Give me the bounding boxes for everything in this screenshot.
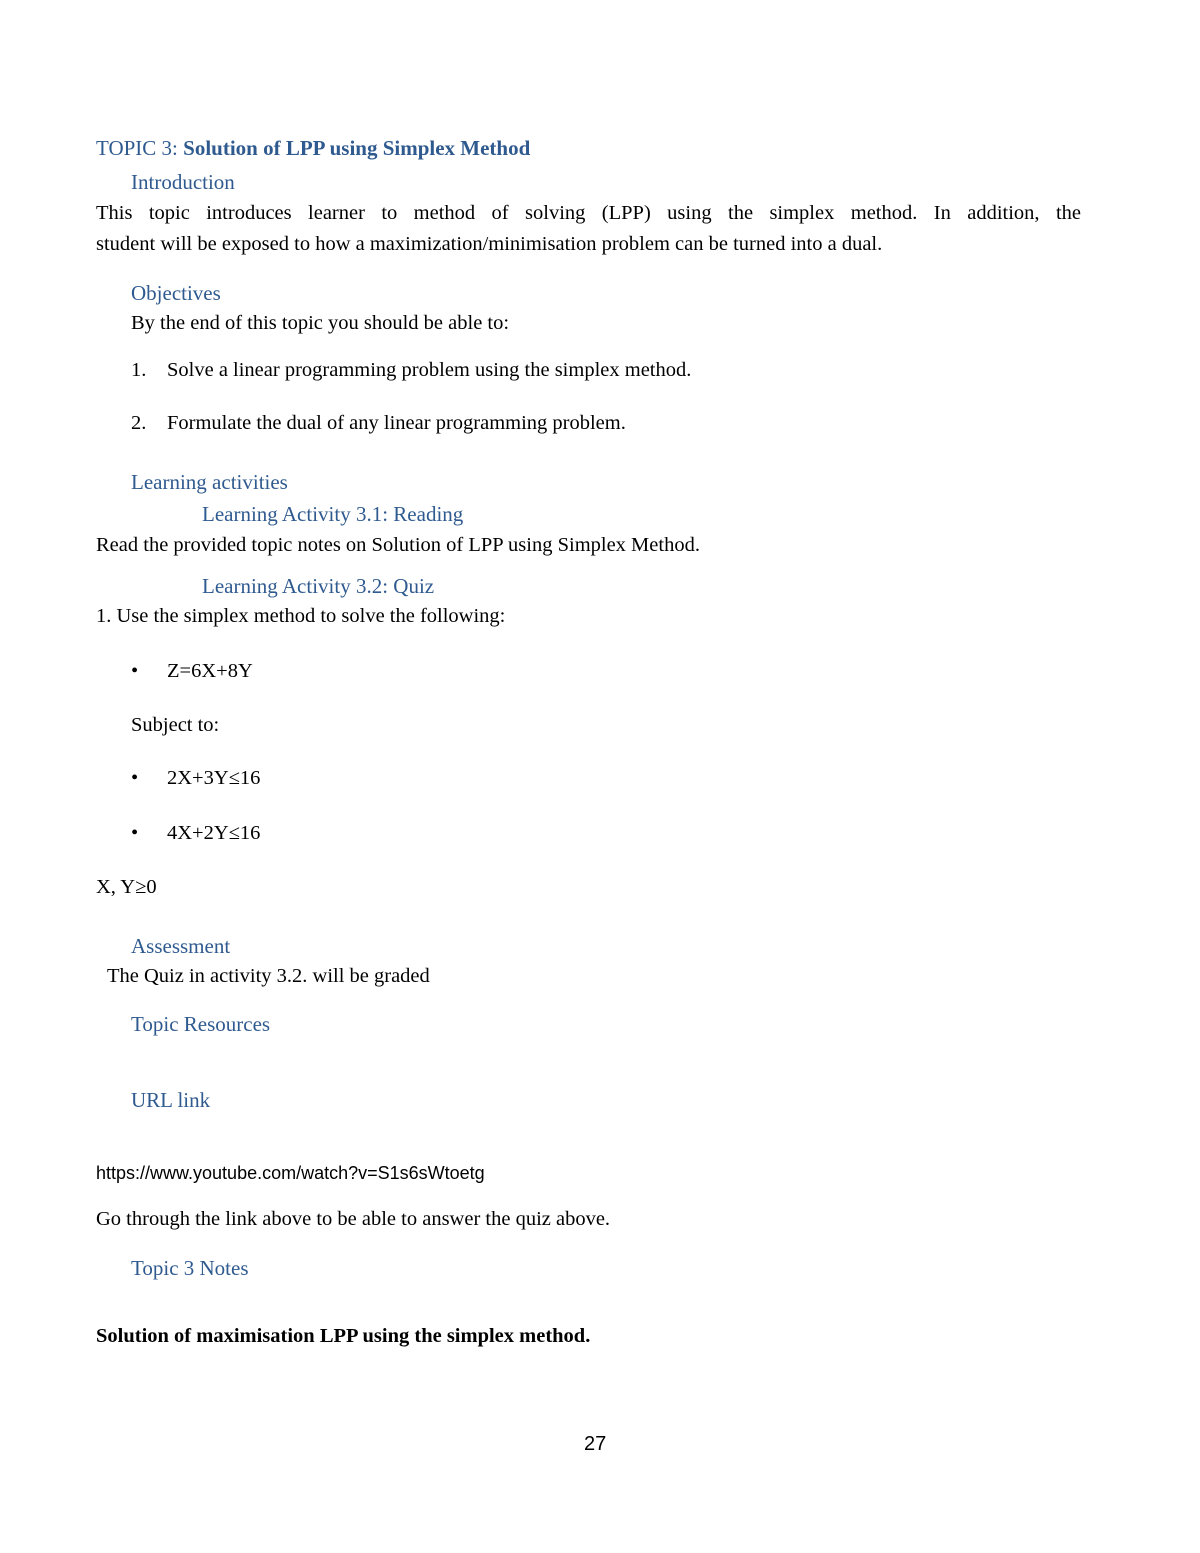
url-link-heading: URL link: [131, 1088, 211, 1112]
objective-number: 1.: [131, 359, 147, 381]
objective-number: 2.: [131, 412, 147, 434]
topic-prefix: TOPIC 3:: [96, 136, 184, 160]
introduction-line-1: This topic introduces learner to method of solving (LPP) using the simplex method. In addition, the: [96, 202, 1081, 224]
objective-item-2: [131, 412, 626, 435]
activity-3-2-heading: Learning Activity 3.2: Quiz: [202, 574, 435, 598]
objective-function: [131, 660, 253, 683]
topic-notes-heading: Topic 3 Notes: [131, 1256, 249, 1280]
assessment-text: The Quiz in activity 3.2. will be graded: [107, 965, 430, 987]
objective-function-text: Z=6X+8Y: [167, 660, 253, 682]
topic-resources-heading: Topic Resources: [131, 1012, 271, 1036]
youtube-link[interactable]: https://www.youtube.com/watch?v=S1s6sWtoetg: [96, 1163, 485, 1183]
bullet-icon: •: [131, 767, 139, 789]
page-number: 27: [584, 1433, 607, 1455]
non-negativity: X, Y≥0: [96, 876, 157, 898]
introduction-line-2: student will be exposed to how a maximization/minimisation problem can be turned into a dual.: [96, 233, 883, 255]
activity-3-1-text: Read the provided topic notes on Solution of LPP using Simplex Method.: [96, 534, 700, 556]
introduction-heading: Introduction: [131, 170, 235, 194]
constraint-text: 4X+2Y≤16: [167, 822, 261, 844]
assessment-heading: Assessment: [131, 934, 231, 958]
bullet-icon: •: [131, 660, 139, 682]
topic-title-text: Solution of LPP using Simplex Method: [183, 136, 531, 160]
bullet-icon: •: [131, 822, 139, 844]
activity-3-2-text: 1. Use the simplex method to solve the following:: [96, 605, 506, 627]
learning-activities-heading: Learning activities: [131, 470, 288, 494]
objectives-lead: By the end of this topic you should be able to:: [131, 312, 510, 334]
objectives-heading: Objectives: [131, 281, 221, 305]
resources-note: Go through the link above to be able to answer the quiz above.: [96, 1208, 611, 1230]
objective-text: Solve a linear programming problem using the simplex method.: [167, 359, 692, 381]
constraint-1: [131, 767, 260, 790]
constraint-text: 2X+3Y≤16: [167, 767, 261, 789]
subject-to-label: Subject to:: [131, 714, 220, 736]
topic-title: [96, 136, 530, 161]
notes-subheading: Solution of maximisation LPP using the simplex method.: [96, 1325, 591, 1347]
objective-text: Formulate the dual of any linear programming problem.: [167, 412, 626, 434]
constraint-2: [131, 822, 260, 845]
activity-3-1-heading: Learning Activity 3.1: Reading: [202, 502, 464, 526]
objective-item-1: [131, 359, 691, 382]
